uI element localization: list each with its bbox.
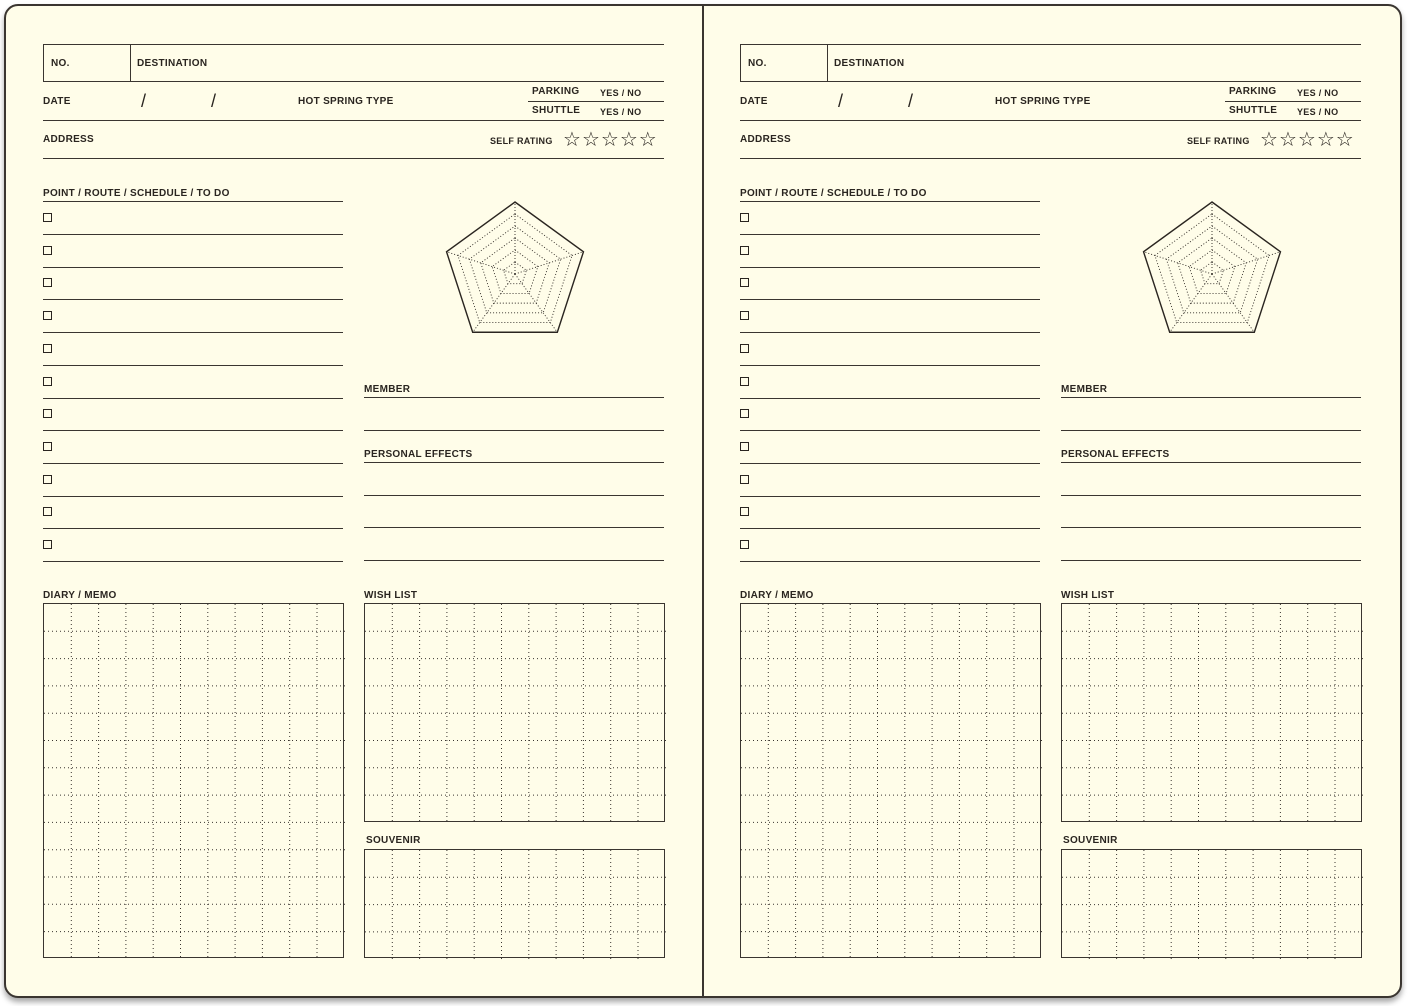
souvenir-grid[interactable] bbox=[1061, 849, 1362, 958]
destination-field[interactable] bbox=[6, 6, 538, 42]
diary-memo-label: DIARY / MEMO bbox=[740, 590, 814, 601]
wish-list-label: WISH LIST bbox=[1061, 590, 1115, 601]
souvenir-label: SOUVENIR bbox=[366, 835, 421, 846]
star-icon[interactable]: ☆ bbox=[1278, 127, 1297, 151]
todo-item-line bbox=[740, 561, 1040, 562]
parking-options[interactable]: YES / NO bbox=[600, 88, 642, 98]
star-icon[interactable]: ☆ bbox=[581, 127, 600, 151]
todo-label: POINT / ROUTE / SCHEDULE / TO DO bbox=[43, 188, 230, 199]
todo-header-line bbox=[740, 201, 1040, 202]
no-label: NO. bbox=[748, 58, 767, 69]
star-icon[interactable]: ☆ bbox=[1335, 127, 1354, 151]
dotted-grid-lines bbox=[365, 604, 666, 823]
member-line bbox=[364, 397, 664, 398]
todo-checkbox[interactable] bbox=[43, 475, 52, 484]
todo-item-line bbox=[740, 430, 1040, 431]
souvenir-label: SOUVENIR bbox=[1063, 835, 1118, 846]
member-line bbox=[364, 430, 664, 431]
todo-checkbox[interactable] bbox=[740, 377, 749, 386]
personal-effects-line bbox=[1061, 462, 1361, 463]
todo-checkbox[interactable] bbox=[43, 278, 52, 287]
personal-effects-label: PERSONAL EFFECTS bbox=[364, 449, 473, 460]
todo-checkbox[interactable] bbox=[740, 540, 749, 549]
destination-label: DESTINATION bbox=[834, 58, 905, 69]
todo-label: POINT / ROUTE / SCHEDULE / TO DO bbox=[740, 188, 927, 199]
address-row-bottom-line bbox=[740, 158, 1361, 159]
date-label: DATE bbox=[740, 96, 768, 107]
header-top-line bbox=[740, 44, 1361, 45]
star-icon[interactable]: ☆ bbox=[600, 127, 619, 151]
todo-list-item bbox=[6, 424, 306, 456]
todo-item-line bbox=[740, 463, 1040, 464]
page-right bbox=[703, 6, 1399, 996]
hot-spring-type-label: HOT SPRING TYPE bbox=[995, 96, 1091, 107]
todo-item-line bbox=[740, 299, 1040, 300]
header-row1-bottom-line bbox=[43, 81, 664, 82]
todo-item-line bbox=[43, 561, 343, 562]
shuttle-options[interactable]: YES / NO bbox=[600, 107, 642, 117]
todo-checkbox[interactable] bbox=[43, 442, 52, 451]
dotted-grid-lines bbox=[365, 850, 666, 959]
page-left bbox=[6, 6, 702, 996]
diary-memo-grid[interactable] bbox=[740, 603, 1041, 958]
todo-checkbox[interactable] bbox=[43, 213, 52, 222]
parking-shuttle-divider bbox=[1225, 101, 1361, 102]
no-label: NO. bbox=[51, 58, 70, 69]
radar-chart-pentagon bbox=[1135, 197, 1289, 351]
wish-list-label: WISH LIST bbox=[364, 590, 418, 601]
todo-checkbox[interactable] bbox=[43, 540, 52, 549]
personal-effects-line bbox=[364, 495, 664, 496]
parking-label: PARKING bbox=[532, 86, 580, 97]
personal-effects-line bbox=[364, 560, 664, 561]
member-label: MEMBER bbox=[364, 384, 411, 395]
todo-item-line bbox=[43, 365, 343, 366]
parking-options[interactable]: YES / NO bbox=[1297, 88, 1339, 98]
destination-label: DESTINATION bbox=[137, 58, 208, 69]
todo-item-line bbox=[43, 463, 343, 464]
todo-checkbox[interactable] bbox=[740, 344, 749, 353]
todo-item-line bbox=[43, 299, 343, 300]
personal-effects-label: PERSONAL EFFECTS bbox=[1061, 449, 1170, 460]
todo-item-line bbox=[43, 234, 343, 235]
todo-item-line bbox=[43, 528, 343, 529]
todo-checkbox[interactable] bbox=[740, 475, 749, 484]
personal-effects-line bbox=[1061, 560, 1361, 561]
todo-checkbox[interactable] bbox=[740, 246, 749, 255]
date-separator: / bbox=[838, 91, 844, 111]
wish-list-grid[interactable] bbox=[1061, 603, 1362, 822]
star-icon[interactable]: ☆ bbox=[1297, 127, 1316, 151]
souvenir-grid[interactable] bbox=[364, 849, 665, 958]
todo-item-line bbox=[43, 496, 343, 497]
todo-checkbox[interactable] bbox=[740, 507, 749, 516]
address-label: ADDRESS bbox=[43, 134, 94, 145]
personal-effects-line bbox=[1061, 527, 1361, 528]
member-line bbox=[1061, 430, 1361, 431]
parking-shuttle-divider bbox=[528, 101, 664, 102]
todo-checkbox[interactable] bbox=[740, 442, 749, 451]
todo-checkbox[interactable] bbox=[43, 409, 52, 418]
todo-header-line bbox=[43, 201, 343, 202]
wish-list-grid[interactable] bbox=[364, 603, 665, 822]
star-icon[interactable]: ☆ bbox=[1260, 127, 1278, 151]
header-left-border bbox=[43, 44, 44, 82]
todo-item-line bbox=[740, 332, 1040, 333]
todo-checkbox[interactable] bbox=[43, 311, 52, 320]
todo-checkbox[interactable] bbox=[43, 507, 52, 516]
date-label: DATE bbox=[43, 96, 71, 107]
self-rating-label: SELF RATING bbox=[1187, 136, 1250, 146]
shuttle-label: SHUTTLE bbox=[1229, 105, 1278, 116]
header-row1-bottom-line bbox=[740, 81, 1361, 82]
todo-item-line bbox=[43, 430, 343, 431]
date-row-bottom-line bbox=[43, 120, 664, 121]
self-rating-stars bbox=[1260, 129, 1354, 149]
shuttle-label: SHUTTLE bbox=[532, 105, 581, 116]
date-row-bottom-line bbox=[740, 120, 1361, 121]
date-separator: / bbox=[908, 91, 914, 111]
no-destination-divider bbox=[827, 44, 828, 82]
date-separator: / bbox=[141, 91, 147, 111]
star-icon[interactable]: ☆ bbox=[619, 127, 638, 151]
radar-chart-pentagon bbox=[438, 197, 592, 351]
personal-effects-line bbox=[1061, 495, 1361, 496]
address-label: ADDRESS bbox=[740, 134, 791, 145]
todo-item-line bbox=[740, 267, 1040, 268]
member-label: MEMBER bbox=[1061, 384, 1108, 395]
star-icon[interactable]: ☆ bbox=[1316, 127, 1335, 151]
address-row-bottom-line bbox=[43, 158, 664, 159]
notebook-spread bbox=[4, 4, 1402, 998]
member-line bbox=[1061, 397, 1361, 398]
todo-checkbox[interactable] bbox=[740, 311, 749, 320]
diary-memo-label: DIARY / MEMO bbox=[43, 590, 117, 601]
todo-item-line bbox=[740, 234, 1040, 235]
header-left-border bbox=[740, 44, 741, 82]
todo-item-line bbox=[740, 398, 1040, 399]
dotted-grid-lines bbox=[1062, 850, 1363, 959]
hot-spring-type-label: HOT SPRING TYPE bbox=[298, 96, 394, 107]
self-rating-label: SELF RATING bbox=[490, 136, 553, 146]
diary-memo-grid[interactable] bbox=[43, 603, 344, 958]
todo-checkbox[interactable] bbox=[43, 246, 52, 255]
header-top-line bbox=[43, 44, 664, 45]
personal-effects-line bbox=[364, 527, 664, 528]
todo-checkbox[interactable] bbox=[43, 344, 52, 353]
personal-effects-line bbox=[364, 462, 664, 463]
shuttle-options[interactable]: YES / NO bbox=[1297, 107, 1339, 117]
todo-item-line bbox=[43, 267, 343, 268]
date-separator: / bbox=[211, 91, 217, 111]
todo-item-line bbox=[740, 528, 1040, 529]
todo-checkbox[interactable] bbox=[740, 409, 749, 418]
self-rating-stars bbox=[563, 129, 657, 149]
star-icon[interactable]: ☆ bbox=[638, 127, 657, 151]
parking-label: PARKING bbox=[1229, 86, 1277, 97]
todo-list-item bbox=[703, 424, 1003, 456]
todo-item-line bbox=[740, 365, 1040, 366]
todo-checkbox[interactable] bbox=[740, 278, 749, 287]
destination-field[interactable] bbox=[703, 6, 1235, 42]
dotted-grid-lines bbox=[44, 604, 345, 959]
todo-item-line bbox=[43, 398, 343, 399]
todo-item-line bbox=[43, 332, 343, 333]
todo-checkbox[interactable] bbox=[43, 377, 52, 386]
todo-checkbox[interactable] bbox=[740, 213, 749, 222]
no-destination-divider bbox=[130, 44, 131, 82]
todo-item-line bbox=[740, 496, 1040, 497]
dotted-grid-lines bbox=[1062, 604, 1363, 823]
dotted-grid-lines bbox=[741, 604, 1042, 959]
star-icon[interactable]: ☆ bbox=[563, 127, 581, 151]
